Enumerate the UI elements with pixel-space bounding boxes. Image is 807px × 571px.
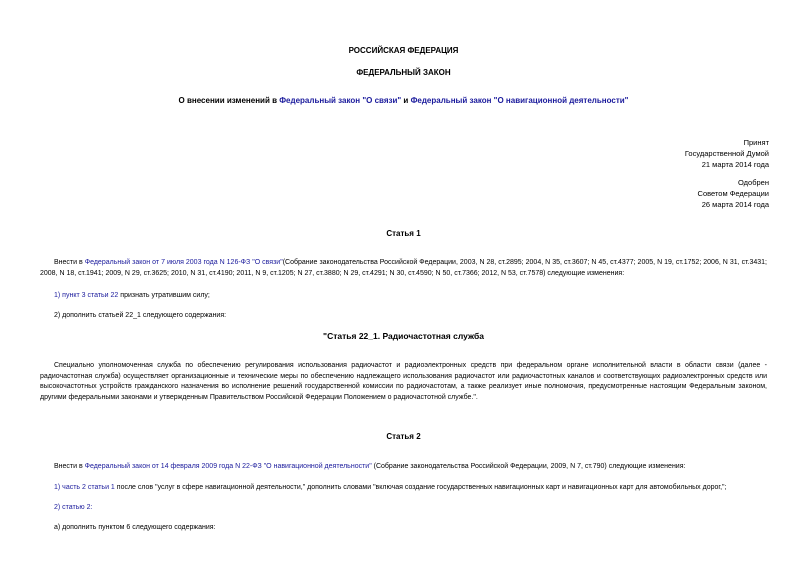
link-law-126-fz[interactable]: Федеральный закон от 7 июля 2003 года N 126-ФЗ "О связи"	[84, 259, 283, 266]
approved-label: Одобрен	[738, 178, 769, 187]
link-law-on-communications[interactable]: Федеральный закон "О связи"	[279, 96, 402, 105]
article-2-item-1	[40, 483, 767, 494]
link-law-on-navigation[interactable]: Федеральный закон "О навигационной деятельности"	[410, 96, 629, 105]
adopted-label: Принят	[743, 138, 769, 147]
article-2-item-2	[40, 503, 767, 514]
item-1-number[interactable]: 1)	[54, 484, 63, 491]
link-article-2[interactable]: статью 2	[62, 504, 91, 511]
country-heading: РОССИЙСКАЯ ФЕДЕРАЦИЯ	[348, 46, 459, 55]
article-2-intro-text: (Собрание законодательства Российской Федерации, 2009, N 7, ст.790) следующие изменения:	[371, 463, 686, 470]
item-1-text: признать утратившим силу;	[118, 292, 210, 299]
approved-by: Советом Федерации	[697, 189, 769, 198]
article-2-intro	[40, 462, 767, 473]
new-article-heading: "Статья 22_1. Радиочастотная служба	[323, 331, 484, 341]
law-type-heading: ФЕДЕРАЛЬНЫЙ ЗАКОН	[356, 68, 451, 77]
approved-block	[698, 177, 769, 210]
link-article-22-clause-3[interactable]: пункт 3 статьи 22	[62, 292, 119, 299]
article-1-heading: Статья 1	[386, 229, 421, 238]
article-1-item-2: 2) дополнить статьей 22_1 следующего содержания:	[54, 312, 227, 319]
item-1-text: после слов "услуг в сфере навигационной деятельности," дополнить словами "включая создание государственных навигационных карт и навигационных карт для автомобильных дорог,";	[114, 484, 727, 491]
article-1-intro	[40, 258, 767, 279]
item-2-colon: :	[90, 504, 93, 511]
article-2-item-2a: а) дополнить пунктом 6 следующего содержания:	[54, 524, 216, 531]
approved-date: 26 марта 2014 года	[701, 200, 769, 209]
item-2-number[interactable]: 2)	[54, 504, 63, 511]
link-law-22-fz[interactable]: Федеральный закон от 14 февраля 2009 года N 22-ФЗ "О навигационной деятельности"	[84, 463, 372, 470]
adopted-date: 21 марта 2014 года	[701, 160, 769, 169]
article-2-heading: Статья 2	[386, 432, 421, 441]
link-article-1-part-2[interactable]: часть 2 статьи 1	[62, 484, 115, 491]
adopted-block	[685, 137, 769, 170]
new-article-text: Специально уполномоченная служба по обеспечению регулирования использования радиочастот и радиоэлектронных средств при федеральном органе исполнительной власти в области связи (далее - радиочастотная служба) осуществляет организационные и технические меры по обеспечению надлежащего использования радиочастот или радиочастотных каналов и соответствующих радиоэлектронных средств или высокочастотных устройств гражданского назначения во исполнение решений государственной комиссии по радиочастотам, а также реализует иные полномочия, предусмотренные настоящим Федеральным законом, другими федеральными законами и утвержденным Правительством Российской Федерации Положением о радиочастотной службе.".	[40, 362, 767, 401]
adopted-by: Государственной Думой	[684, 149, 769, 158]
article-1-item-1	[40, 291, 767, 302]
article-2-intro-prefix: Внести в	[54, 463, 85, 470]
law-title	[0, 96, 807, 105]
title-prefix: О внесении изменений в	[178, 96, 280, 105]
article-1-intro-prefix: Внести в	[54, 259, 85, 266]
title-conjunction: и	[401, 96, 411, 105]
item-1-number[interactable]: 1)	[54, 292, 63, 299]
article-1-intro-text: (Собрание законодательства Российской Федерации, 2003, N 28, ст.2895; 2004, N 35, ст.3607; N 45, ст.4377; 2005, N 19, ст.1752; 2006, N 31, ст.3431; 2008, N 18, ст.1941; 2009, N 29, ст.3625; 2010, N 31, ст.4190; 2011, N 9, ст.1205; N 27, ст.3880; N 29, ст.4291; N 30, ст.4590; N 50, ст.7366; 2012, N 53, ст.7578) следующие изменения:	[40, 259, 767, 277]
